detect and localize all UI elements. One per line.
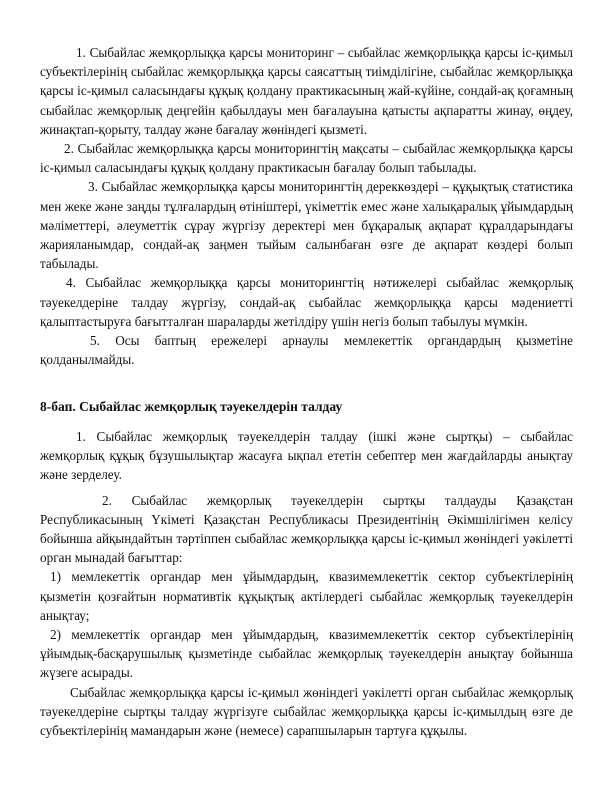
paragraph-external-analysis: 2. Сыбайлас жемқорлық тәуекелдерін сыртқы талдауды Қазақстан Республикасының Үкіметі Қазақстан Республикасы Президентінің Әкімшілігімен келісу бойынша айқындайтын тәртіппен сыбайлас жемқорлыққа қарсы іс-қимыл жөніндегі уәкілетті орган мынадай бағыттар: [40, 492, 573, 566]
list-item-organizational-activity: 2) мемлекеттік органдар мен ұйымдардың, квазимемлекеттік сектор субъектілерінің ұйымдық-басқарушылық қызметінде сыбайлас жемқорлық тәуекелдерін анықтау бойынша жүзеге асырады. [40, 627, 573, 681]
paragraph-monitoring-sources: 3. Сыбайлас жемқорлыққа қарсы мониторингтің дереккөздері – құқықтық статистика мен жеке және заңды тұлғалардың өтініштері, үкіметтік емес және халықаралық ұйымдардың мәліметтері, әлеуметтік сұрау жүргізу деректері мен бұқаралық ақпарат құралдарындағы жарияланымдар, сондай-ақ заңмен тыйым салынбаған өзге де ақпарат көздері болып табылады. [40, 179, 573, 272]
paragraph-monitoring-definition: 1. Сыбайлас жемқорлыққа қарсы мониторинг – сыбайлас жемқорлыққа қарсы іс-қимыл субъектілерінің сыбайлас жемқорлыққа қарсы саясаттың тиімділігіне, сыбайлас жемқорлыққа қарсы іс-қимыл саласындағы құқық қолдану практикасының жай-күйіне, сондай-ақ қоғамның сыбайлас жемқорлық деңгейін қабылдауы мен бағалауына қатысты ақпаратты жинау, өңдеу, жинақтап-қорыту, талдау және бағалау жөніндегі қызметі. [40, 45, 573, 137]
paragraph-monitoring-results: 4. Сыбайлас жемқорлыққа қарсы мониторингтің нәтижелері сыбайлас жемқорлық тәуекелдеріне талдау жүргізу, сондай-ақ сыбайлас жемқорлыққа қарсы мәдениетті қалыптастыруға бағытталған шараларды жетілдіру үшін негіз болып табылуы мүмкін. [40, 275, 573, 329]
section-risk-analysis [40, 427, 573, 740]
paragraph-monitoring-purpose: 2. Сыбайлас жемқорлыққа қарсы мониторингтің мақсаты – сыбайлас жемқорлыққа қарсы іс-қимыл саласындағы құқық қолдану практикасын бағалау болып табылады. [40, 141, 573, 176]
list-item-normative-acts: 1) мемлекеттік органдар мен ұйымдардың, квазимемлекеттік сектор субъектілерінің қызметін қозғайтын нормативтік құқықтық актілердегі сыбайлас жемқорлық тәуекелдерін анықтау; [40, 569, 573, 623]
paragraph-monitoring-exception: 5. Осы баптың ережелері арнаулы мемлекеттік органдардың қызметіне қолданылмайды. [40, 333, 573, 368]
paragraph-risk-definition: 1. Сыбайлас жемқорлық тәуекелдерін талдау (ішкі және сыртқы) – сыбайлас жемқорлық құқық бұзушылықтар жасауға ықпал ететін себептер мен жағдайларды анықтау және зерделеу. [40, 429, 573, 483]
section-monitoring [40, 43, 573, 369]
article-heading: 8-бап. Сыбайлас жемқорлық тәуекелдерін талдау [40, 399, 343, 414]
paragraph-experts-involvement: Сыбайлас жемқорлыққа қарсы іс-қимыл жөніндегі уәкілетті орган сыбайлас жемқорлық тәуекелдеріне сыртқы талдау жүргізуге сыбайлас жемқорлыққа қарсы іс-қимылдың өзге де субъектілерінің мамандарын және (немесе) сарапшыларын тартуға құқылы. [40, 684, 573, 739]
